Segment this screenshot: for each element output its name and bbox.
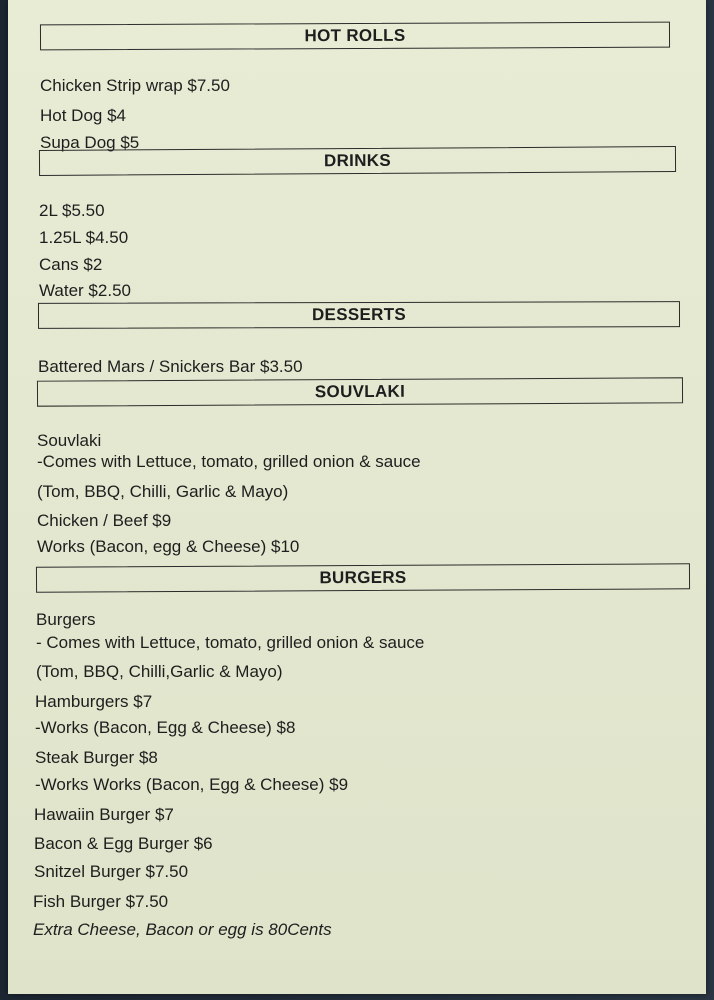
menu-item: Cans $2 [39,255,103,274]
section-title: SOUVLAKI [314,381,406,402]
section-header-burgers [36,563,690,592]
menu-item: Hamburgers $7 [35,692,153,711]
menu-item: -Comes with Lettuce, tomato, grilled onion & sauce [37,452,421,471]
menu-item: Burgers [36,610,96,629]
menu-item: Snitzel Burger $7.50 [34,862,189,881]
menu-item: Chicken Strip wrap $7.50 [40,76,230,95]
section-header-hot-rolls [40,22,670,51]
menu-item: -Works (Bacon, Egg & Cheese) $8 [35,718,296,737]
menu-sheet [8,0,706,994]
menu-note: Extra Cheese, Bacon or egg is 80Cents [33,920,332,939]
section-header-souvlaki [37,377,683,406]
menu-item: Supa Dog $5 [40,133,140,152]
menu-item: - Comes with Lettuce, tomato, grilled onion & sauce [36,633,425,652]
section-header-drinks [39,146,676,176]
section-header-desserts [38,301,680,329]
menu-item: Works (Bacon, egg & Cheese) $10 [37,537,300,556]
menu-item: (Tom, BBQ, Chilli, Garlic & Mayo) [37,482,289,501]
menu-item: Water $2.50 [39,281,131,300]
section-title: DRINKS [323,150,392,171]
section-title: HOT ROLLS [304,25,406,46]
menu-item: Chicken / Beef $9 [37,511,172,530]
menu-item: Battered Mars / Snickers Bar $3.50 [38,357,303,376]
menu-item: Souvlaki [37,431,102,450]
menu-item: Fish Burger $7.50 [33,892,169,911]
menu-item: Bacon & Egg Burger $6 [34,834,213,853]
menu-item: (Tom, BBQ, Chilli,Garlic & Mayo) [36,662,283,681]
menu-item: 2L $5.50 [39,201,105,220]
section-title: BURGERS [319,567,407,588]
menu-item: Hot Dog $4 [40,106,126,125]
menu-item: -Works Works (Bacon, Egg & Cheese) $9 [35,775,349,794]
section-title: DESSERTS [311,304,407,325]
menu-item: Steak Burger $8 [35,748,158,767]
menu-item: Hawaiin Burger $7 [34,805,174,824]
menu-item: 1.25L $4.50 [39,228,129,247]
